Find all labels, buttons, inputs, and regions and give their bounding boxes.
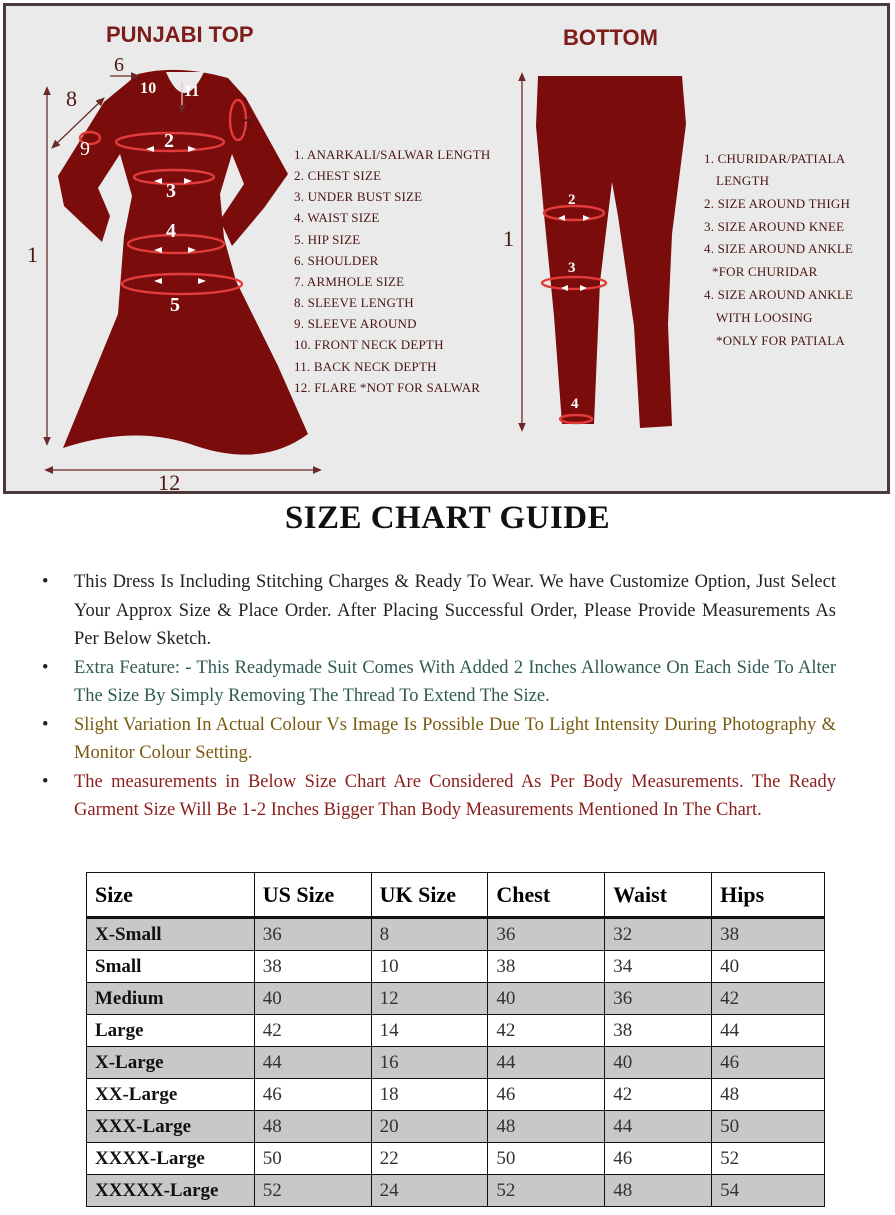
us-size-cell: 52 xyxy=(254,1175,371,1207)
note-item: • This Dress Is Including Stitching Charges & Ready To Wear. We have Customize Option, Just Select Your Approx Size & Place Order. After Placing Successful Order, Please Provide Measurements As Per Below Sketch. xyxy=(40,568,836,654)
us-size-cell: 46 xyxy=(254,1079,371,1111)
bottom-legend-item: 4. SIZE AROUND ANKLE xyxy=(704,287,854,302)
note-item: • Extra Feature: - This Readymade Suit Comes With Added 2 Inches Allowance On Each Side To Alter The Size By Simply Removing The Thread To Extend The Size. xyxy=(40,654,836,711)
bottom-legend-item: 3. SIZE AROUND KNEE xyxy=(704,219,845,234)
bottom-legend-item: 4. SIZE AROUND ANKLE xyxy=(704,241,854,256)
waist-cell: 48 xyxy=(605,1175,712,1207)
waist-cell: 46 xyxy=(605,1143,712,1175)
us-size-cell: 36 xyxy=(254,918,371,951)
hips-cell: 44 xyxy=(712,1015,825,1047)
top-mark-4: 4 xyxy=(166,220,177,242)
column-header-size: Size xyxy=(87,873,255,918)
hips-cell: 46 xyxy=(712,1047,825,1079)
chest-cell: 42 xyxy=(488,1015,605,1047)
column-header-waist: Waist xyxy=(605,873,712,918)
chest-cell: 36 xyxy=(488,918,605,951)
top-mark-2: 2 xyxy=(164,130,175,152)
table-row xyxy=(87,1175,825,1207)
us-size-cell: 44 xyxy=(254,1047,371,1079)
chest-cell: 38 xyxy=(488,951,605,983)
top-mark-6: 6 xyxy=(114,54,125,76)
top-mark-7: 7 xyxy=(242,114,254,139)
measurement-sketch xyxy=(3,3,890,494)
waist-cell: 34 xyxy=(605,951,712,983)
chest-cell: 52 xyxy=(488,1175,605,1207)
top-legend-item: 7. ARMHOLE SIZE xyxy=(294,274,405,289)
us-size-cell: 38 xyxy=(254,951,371,983)
table-row xyxy=(87,1143,825,1175)
bottom-mark-3: 3 xyxy=(568,260,576,276)
waist-cell: 36 xyxy=(605,983,712,1015)
uk-size-cell: 16 xyxy=(371,1047,488,1079)
size-cell: XX-Large xyxy=(87,1079,255,1111)
hips-cell: 40 xyxy=(712,951,825,983)
table-row xyxy=(87,951,825,983)
top-mark-3: 3 xyxy=(166,180,177,202)
hips-cell: 54 xyxy=(712,1175,825,1207)
column-header-chest: Chest xyxy=(488,873,605,918)
size-cell: XXXXX-Large xyxy=(87,1175,255,1207)
size-cell: X-Small xyxy=(87,918,255,951)
table-header-row xyxy=(87,873,825,918)
uk-size-cell: 24 xyxy=(371,1175,488,1207)
size-cell: Large xyxy=(87,1015,255,1047)
size-chart-guide-title: SIZE CHART GUIDE xyxy=(284,500,611,536)
waist-cell: 32 xyxy=(605,918,712,951)
chest-cell: 48 xyxy=(488,1111,605,1143)
top-legend-item: 11. BACK NECK DEPTH xyxy=(294,359,437,374)
us-size-cell: 40 xyxy=(254,983,371,1015)
top-legend-item: 1. ANARKALI/SALWAR LENGTH xyxy=(294,147,491,162)
top-legend-item: 5. HIP SIZE xyxy=(294,232,361,247)
column-header-us-size: US Size xyxy=(254,873,371,918)
top-mark-9: 9 xyxy=(80,138,91,160)
top-legend-item: 3. UNDER BUST SIZE xyxy=(294,189,423,204)
top-mark-12: 12 xyxy=(158,470,181,495)
bottom-garment-silhouette xyxy=(536,76,686,428)
top-mark-8: 8 xyxy=(66,86,78,111)
bottom-legend-item: *ONLY FOR PATIALA xyxy=(716,333,845,348)
waist-cell: 42 xyxy=(605,1079,712,1111)
uk-size-cell: 18 xyxy=(371,1079,488,1111)
uk-size-cell: 12 xyxy=(371,983,488,1015)
bottom-mark-1: 1 xyxy=(503,226,515,251)
top-legend-item: 10. FRONT NECK DEPTH xyxy=(294,337,444,352)
top-legend-item: 9. SLEEVE AROUND xyxy=(294,316,417,331)
size-cell: XXX-Large xyxy=(87,1111,255,1143)
hips-cell: 42 xyxy=(712,983,825,1015)
uk-size-cell: 22 xyxy=(371,1143,488,1175)
waist-cell: 40 xyxy=(605,1047,712,1079)
top-mark-11: 11 xyxy=(184,83,200,100)
bottom-legend-item: WITH LOOSING xyxy=(716,310,813,325)
uk-size-cell: 8 xyxy=(371,918,488,951)
hips-cell: 38 xyxy=(712,918,825,951)
table-row xyxy=(87,1015,825,1047)
table-row xyxy=(87,1047,825,1079)
chest-cell: 50 xyxy=(488,1143,605,1175)
top-mark-5: 5 xyxy=(170,294,181,316)
note-item: • Slight Variation In Actual Colour Vs Image Is Possible Due To Light Intensity During Photography & Monitor Colour Setting. xyxy=(40,711,836,768)
top-legend-item: 6. SHOULDER xyxy=(294,253,379,268)
size-cell: Medium xyxy=(87,983,255,1015)
hips-cell: 52 xyxy=(712,1143,825,1175)
chest-cell: 40 xyxy=(488,983,605,1015)
uk-size-cell: 14 xyxy=(371,1015,488,1047)
bottom-mark-4: 4 xyxy=(571,396,579,412)
bottom-legend-item: 2. SIZE AROUND THIGH xyxy=(704,196,851,211)
us-size-cell: 50 xyxy=(254,1143,371,1175)
bottom-legend-item: *FOR CHURIDAR xyxy=(712,264,818,279)
top-legend-item: 8. SLEEVE LENGTH xyxy=(294,295,414,310)
uk-size-cell: 20 xyxy=(371,1111,488,1143)
column-header-uk-size: UK Size xyxy=(371,873,488,918)
notes-list xyxy=(40,568,836,825)
us-size-cell: 42 xyxy=(254,1015,371,1047)
size-cell: XXXX-Large xyxy=(87,1143,255,1175)
table-row xyxy=(87,983,825,1015)
note-item: • The measurements in Below Size Chart Are Considered As Per Body Measurements. The Ready Garment Size Will Be 1-2 Inches Bigger Than Body Measurements Mentioned In The Chart. xyxy=(40,768,836,825)
table-row xyxy=(87,1111,825,1143)
table-row xyxy=(87,918,825,951)
hips-cell: 50 xyxy=(712,1111,825,1143)
bottom-legend-item: LENGTH xyxy=(716,173,770,188)
top-garment-silhouette xyxy=(58,70,308,455)
top-mark-10: 10 xyxy=(140,80,157,97)
chest-cell: 46 xyxy=(488,1079,605,1111)
top-mark-1: 1 xyxy=(27,242,39,267)
bottom-heading: BOTTOM xyxy=(563,25,658,50)
chest-cell: 44 xyxy=(488,1047,605,1079)
size-table xyxy=(86,872,825,1207)
bottom-mark-2: 2 xyxy=(568,192,576,208)
uk-size-cell: 10 xyxy=(371,951,488,983)
top-legend-item: 2. CHEST SIZE xyxy=(294,168,382,183)
us-size-cell: 48 xyxy=(254,1111,371,1143)
bottom-legend-item: 1. CHURIDAR/PATIALA xyxy=(704,151,846,166)
top-heading: PUNJABI TOP xyxy=(106,22,254,47)
top-legend-item: 12. FLARE *NOT FOR SALWAR xyxy=(294,380,481,395)
table-row xyxy=(87,1079,825,1111)
column-header-hips: Hips xyxy=(712,873,825,918)
size-cell: X-Large xyxy=(87,1047,255,1079)
waist-cell: 38 xyxy=(605,1015,712,1047)
top-legend-item: 4. WAIST SIZE xyxy=(294,210,380,225)
waist-cell: 44 xyxy=(605,1111,712,1143)
hips-cell: 48 xyxy=(712,1079,825,1111)
size-cell: Small xyxy=(87,951,255,983)
